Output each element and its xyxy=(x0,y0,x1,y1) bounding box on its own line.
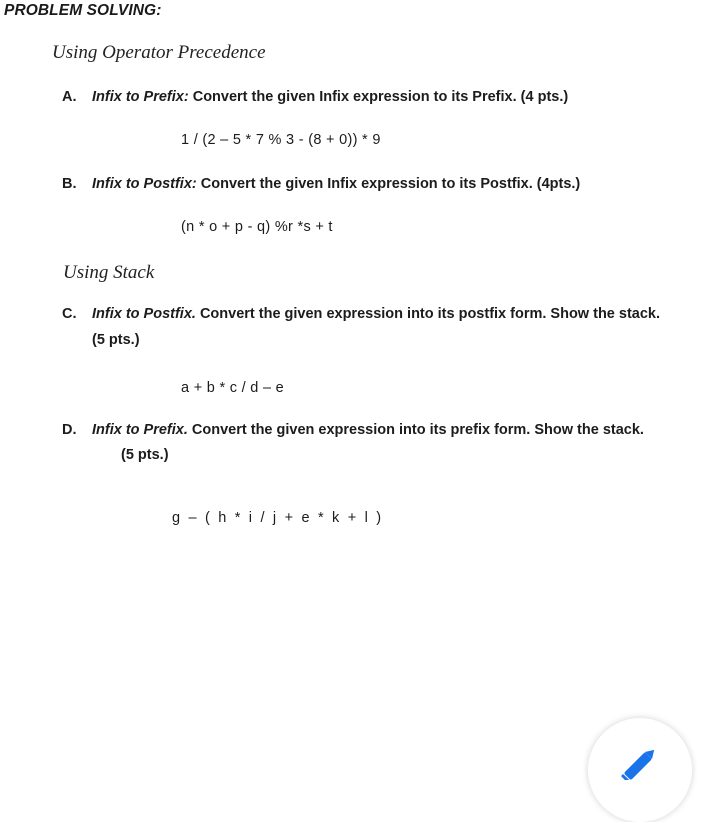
question-d-expression: g – ( h * i / j + e * k + l ) xyxy=(172,510,384,526)
section-title-stack: Using Stack xyxy=(63,262,155,283)
question-c-points: (5 pts.) xyxy=(92,332,140,348)
section-title-operator-precedence: Using Operator Precedence xyxy=(52,42,266,63)
question-b-text: Convert the given Infix expression to its Postfix. (4pts.) xyxy=(200,176,581,192)
question-c-expression: a + b * c / d – e xyxy=(181,380,285,396)
question-c-title: Infix to Postfix. xyxy=(92,306,196,322)
question-d xyxy=(62,422,644,438)
question-a-expression: 1 / (2 – 5 * 7 % 3 - (8 + 0)) * 9 xyxy=(181,132,381,148)
question-b xyxy=(62,176,580,192)
question-c-letter: C. xyxy=(62,306,77,322)
question-b-expression: (n * o + p - q) %r *s + t xyxy=(181,219,333,235)
edit-fab-button[interactable] xyxy=(588,718,692,822)
question-d-text: Convert the given expression into its prefix form. Show the stack. xyxy=(191,422,644,438)
pencil-icon xyxy=(616,740,664,780)
question-d-letter: D. xyxy=(62,422,77,438)
question-d-title: Infix to Prefix. xyxy=(92,422,188,438)
question-a-letter: A. xyxy=(62,89,77,105)
question-d-points: (5 pts.) xyxy=(121,447,169,463)
question-a-title: Infix to Prefix: xyxy=(92,89,189,105)
question-a-text: Convert the given Infix expression to its Prefix. (4 pts.) xyxy=(192,89,569,105)
question-b-title: Infix to Postfix: xyxy=(92,176,197,192)
question-c-text: Convert the given expression into its postfix form. Show the stack. xyxy=(199,306,661,322)
question-a xyxy=(62,89,568,105)
question-b-letter: B. xyxy=(62,176,77,192)
page-heading: PROBLEM SOLVING: xyxy=(4,2,162,19)
question-c xyxy=(62,306,660,322)
